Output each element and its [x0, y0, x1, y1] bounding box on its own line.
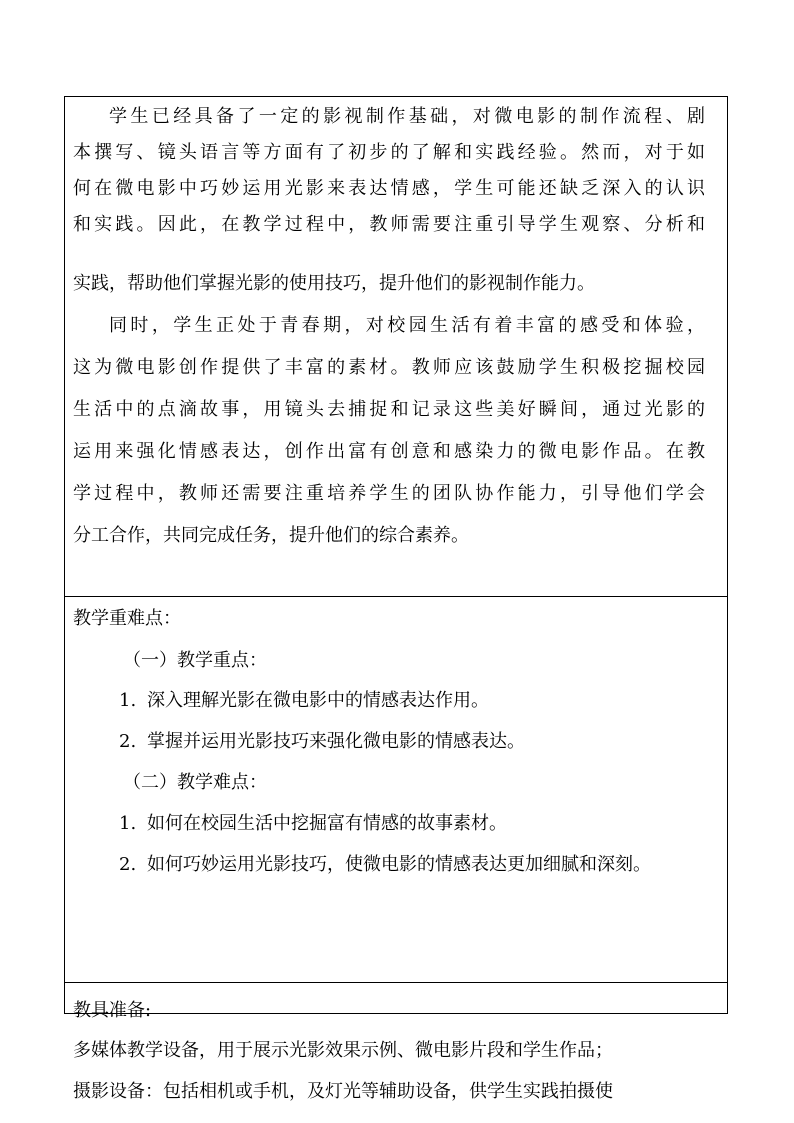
- teaching-aids-line: 摄影设备：包括相机或手机，及灯光等辅助设备，供学生实践拍摄使: [73, 1081, 613, 1102]
- paragraph-line: 和实践。因此，在教学过程中，教师需要注重引导学生观察、分析和: [73, 214, 705, 235]
- paragraph-line: 学生已经具备了一定的影视制作基础，对微电影的制作流程、剧: [109, 106, 705, 127]
- key-points-cell: [65, 597, 727, 983]
- teaching-aids-heading: 教具准备:: [73, 1000, 152, 1021]
- list-text: 如何在校园生活中挖掘富有情感的故事素材。: [147, 813, 507, 834]
- list-text: 如何巧妙运用光影技巧，使微电影的情感表达更加细腻和深刻。: [147, 854, 651, 875]
- list-item: [119, 813, 507, 835]
- list-number: 2.: [119, 854, 137, 875]
- focus-heading: （一）教学重点：: [123, 650, 267, 671]
- paragraph-line: 这为微电影创作提供了丰富的素材。教师应该鼓励学生积极挖掘校园: [73, 357, 705, 378]
- list-number: 1.: [119, 813, 137, 834]
- paragraph-line: 学过程中，教师还需要注重培养学生的团队协作能力，引导他们学会: [73, 483, 705, 504]
- paragraph-line: 本撰写、镜头语言等方面有了初步的了解和实践经验。然而，对于如: [73, 142, 705, 163]
- paragraph-line: 运用来强化情感表达，创作出富有创意和感染力的微电影作品。在教: [73, 441, 705, 462]
- teaching-aids-cell: [65, 983, 727, 1102]
- list-text: 掌握并运用光影技巧来强化微电影的情感表达。: [147, 731, 525, 752]
- list-item: [119, 690, 489, 712]
- list-number: 1.: [119, 690, 137, 711]
- difficulty-heading: （二）教学难点：: [123, 772, 267, 793]
- paragraph-line: 同时，学生正处于青春期，对校园生活有着丰富的感受和体验，: [109, 315, 705, 336]
- list-number: 2.: [119, 731, 137, 752]
- lesson-plan-table: [64, 96, 728, 1102]
- teaching-aids-line: 多媒体教学设备，用于展示光影效果示例、微电影片段和学生作品；: [73, 1040, 613, 1061]
- list-item: [119, 731, 525, 753]
- list-text: 深入理解光影在微电影中的情感表达作用。: [147, 690, 489, 711]
- paragraph-line: 实践，帮助他们掌握光影的使用技巧，提升他们的影视制作能力。: [73, 273, 595, 294]
- key-points-heading: 教学重难点：: [73, 608, 181, 629]
- paragraph-line: 生活中的点滴故事，用镜头去捕捉和记录这些美好瞬间，通过光影的: [73, 399, 705, 420]
- student-analysis-cell: [65, 97, 727, 597]
- paragraph-line: 分工合作，共同完成任务，提升他们的综合素养。: [73, 525, 469, 546]
- list-item: [119, 854, 651, 876]
- paragraph-line: 何在微电影中巧妙运用光影来表达情感，学生可能还缺乏深入的认识: [73, 178, 705, 199]
